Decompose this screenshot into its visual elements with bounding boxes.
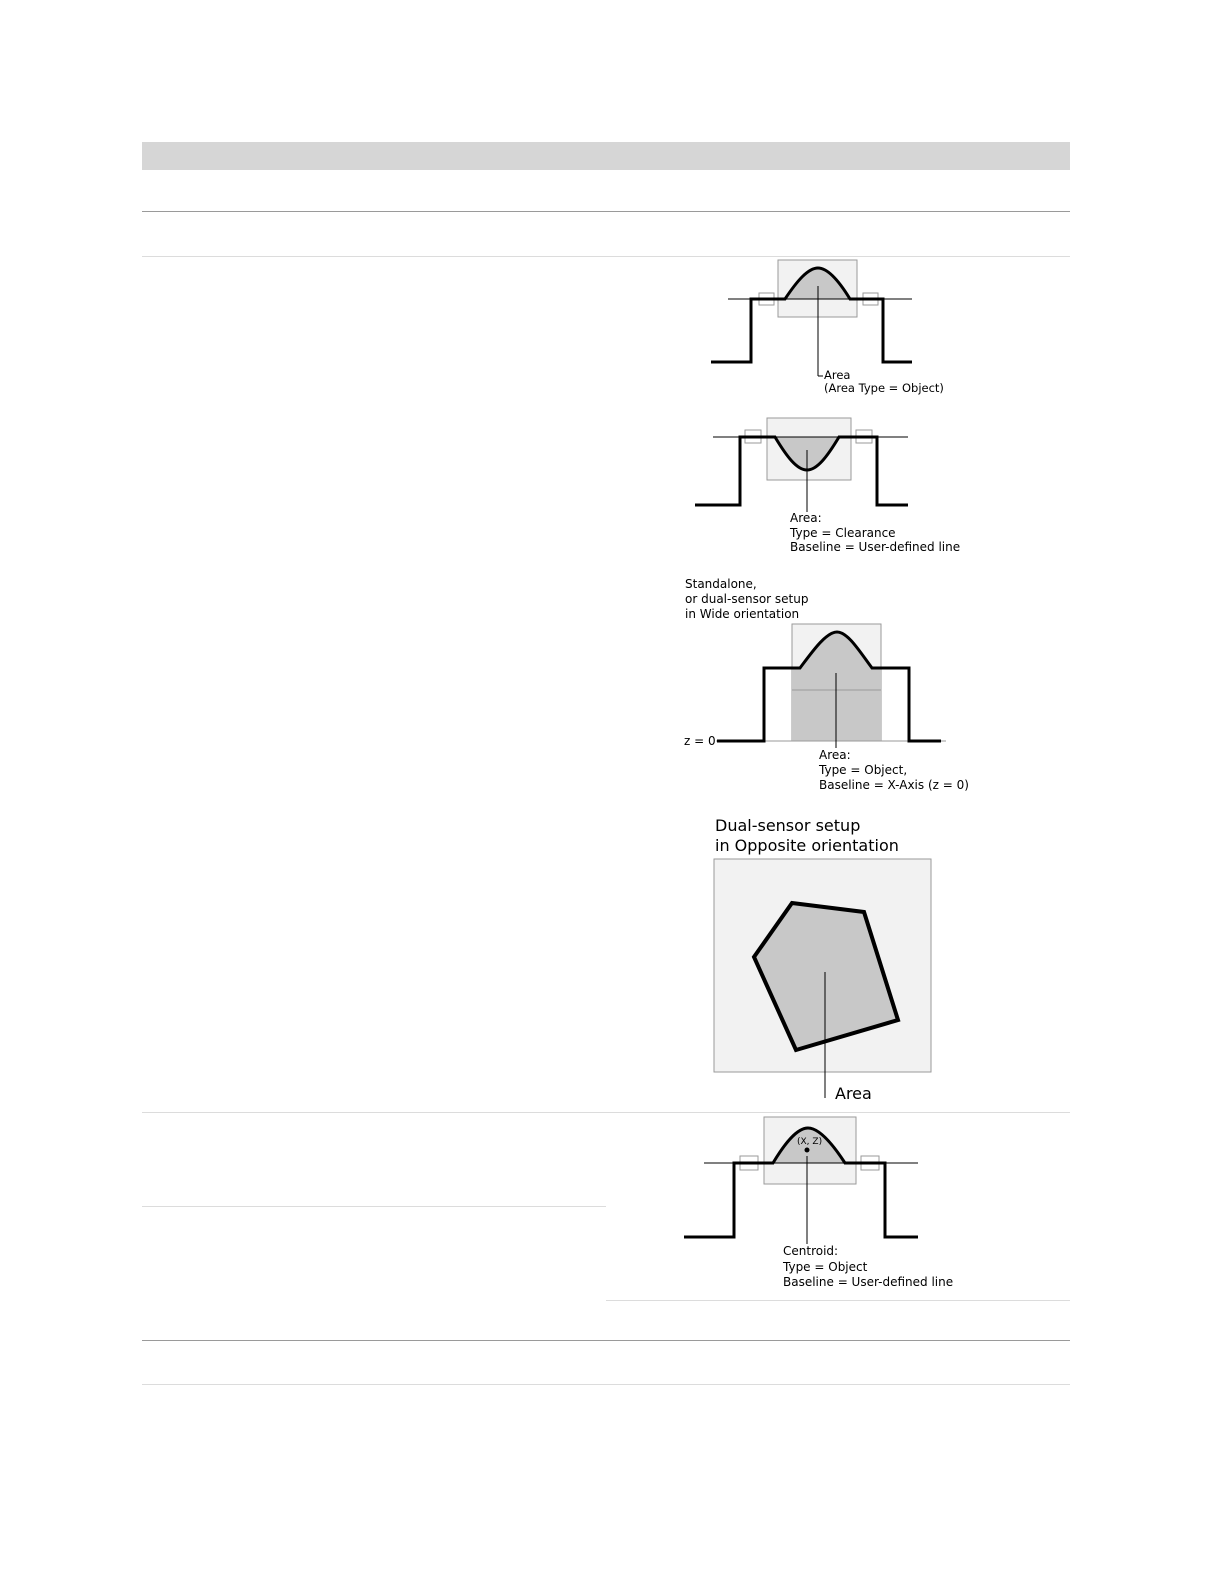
area-label: Area — [824, 368, 851, 382]
centroid-point — [805, 1148, 810, 1153]
area-baseline-label: Baseline = X-Axis (z = 0) — [819, 778, 969, 792]
setup-heading: or dual-sensor setup — [685, 592, 809, 606]
setup-heading: in Opposite orientation — [715, 836, 899, 855]
area-dual-opposite-figure — [714, 816, 931, 1103]
centroid-type-label: Type = Object — [783, 1260, 868, 1274]
setup-heading: Standalone, — [685, 577, 757, 591]
area-label: Area: — [819, 748, 851, 762]
setup-heading: in Wide orientation — [685, 607, 800, 621]
area-object-figure — [711, 260, 944, 395]
centroid-baseline-label: Baseline = User-defined line — [783, 1275, 954, 1289]
centroid-point-label: (X, Z) — [797, 1137, 823, 1147]
setup-heading: Dual-sensor setup — [715, 816, 861, 835]
area-type-label: (Area Type = Object) — [824, 381, 944, 395]
area-label: Area: — [790, 511, 822, 525]
area-label: Area — [835, 1084, 872, 1103]
area-type-label: Type = Object, — [819, 763, 908, 777]
area-type-label: Type = Clearance — [790, 526, 896, 540]
area-clearance-figure — [695, 418, 960, 554]
area-standalone-figure — [684, 577, 969, 792]
area-baseline-label: Baseline = User-defined line — [790, 540, 961, 554]
z-zero-label: z = 0 — [684, 734, 716, 748]
centroid-figure — [684, 1117, 953, 1289]
centroid-label: Centroid: — [783, 1244, 839, 1258]
